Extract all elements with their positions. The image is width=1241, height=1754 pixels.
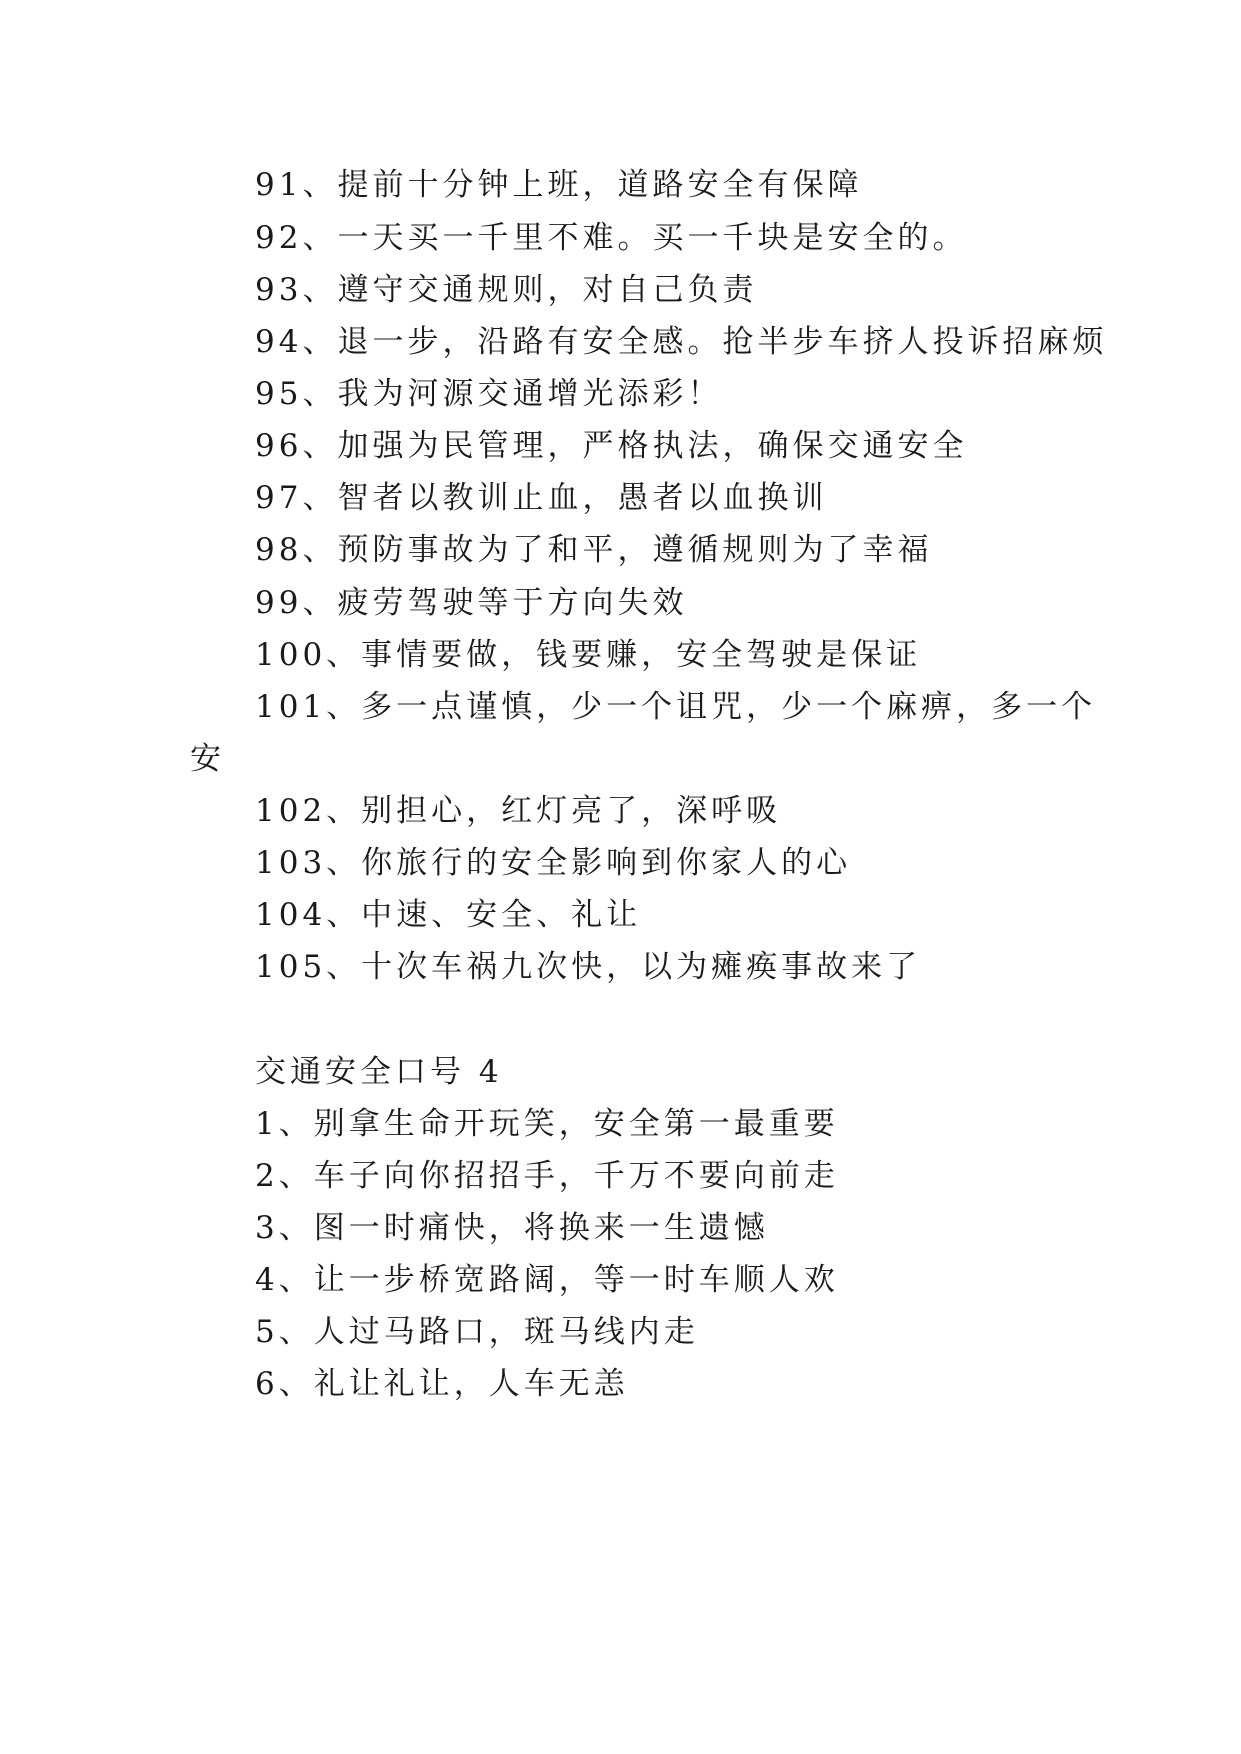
slogan-5: 5、人过马路口，斑马线内走 bbox=[255, 1314, 699, 1350]
slogan-95: 95、我为河源交通增光添彩！ bbox=[255, 376, 723, 412]
slogan-98: 98、预防事故为了和平，遵循规则为了幸福 bbox=[255, 532, 933, 568]
slogan-100: 100、事情要做，钱要赚，安全驾驶是保证 bbox=[255, 637, 922, 673]
slogan-96: 96、加强为民管理，严格执法，确保交通安全 bbox=[255, 428, 968, 464]
slogan-91: 91、提前十分钟上班，道路安全有保障 bbox=[255, 167, 863, 203]
section-heading: 交通安全口号 4 bbox=[255, 1054, 503, 1090]
slogan-2: 2、车子向你招招手，千万不要向前走 bbox=[255, 1158, 839, 1194]
slogan-101-continuation: 安 bbox=[190, 741, 225, 777]
slogan-93: 93、遵守交通规则，对自己负责 bbox=[255, 272, 758, 308]
slogan-102: 102、别担心，红灯亮了，深呼吸 bbox=[255, 793, 782, 829]
slogan-101: 101、多一点谨慎，少一个诅咒，少一个麻痹，多一个 bbox=[255, 689, 1097, 725]
slogan-1: 1、别拿生命开玩笑，安全第一最重要 bbox=[255, 1106, 839, 1142]
slogan-94: 94、退一步，沿路有安全感。抢半步车挤人投诉招麻烦 bbox=[255, 324, 1108, 360]
slogan-92: 92、一天买一千里不难。买一千块是安全的。 bbox=[255, 220, 968, 256]
slogan-3: 3、图一时痛快，将换来一生遗憾 bbox=[255, 1210, 769, 1246]
slogan-103: 103、你旅行的安全影响到你家人的心 bbox=[255, 845, 852, 881]
slogan-4: 4、让一步桥宽路阔，等一时车顺人欢 bbox=[255, 1262, 839, 1298]
slogan-104: 104、中速、安全、礼让 bbox=[255, 897, 642, 933]
slogan-6: 6、礼让礼让，人车无恙 bbox=[255, 1366, 629, 1402]
slogan-105: 105、十次车祸九次快，以为瘫痪事故来了 bbox=[255, 949, 922, 985]
slogan-97: 97、智者以教训止血，愚者以血换训 bbox=[255, 480, 828, 516]
slogan-99: 99、疲劳驾驶等于方向失效 bbox=[255, 585, 688, 621]
